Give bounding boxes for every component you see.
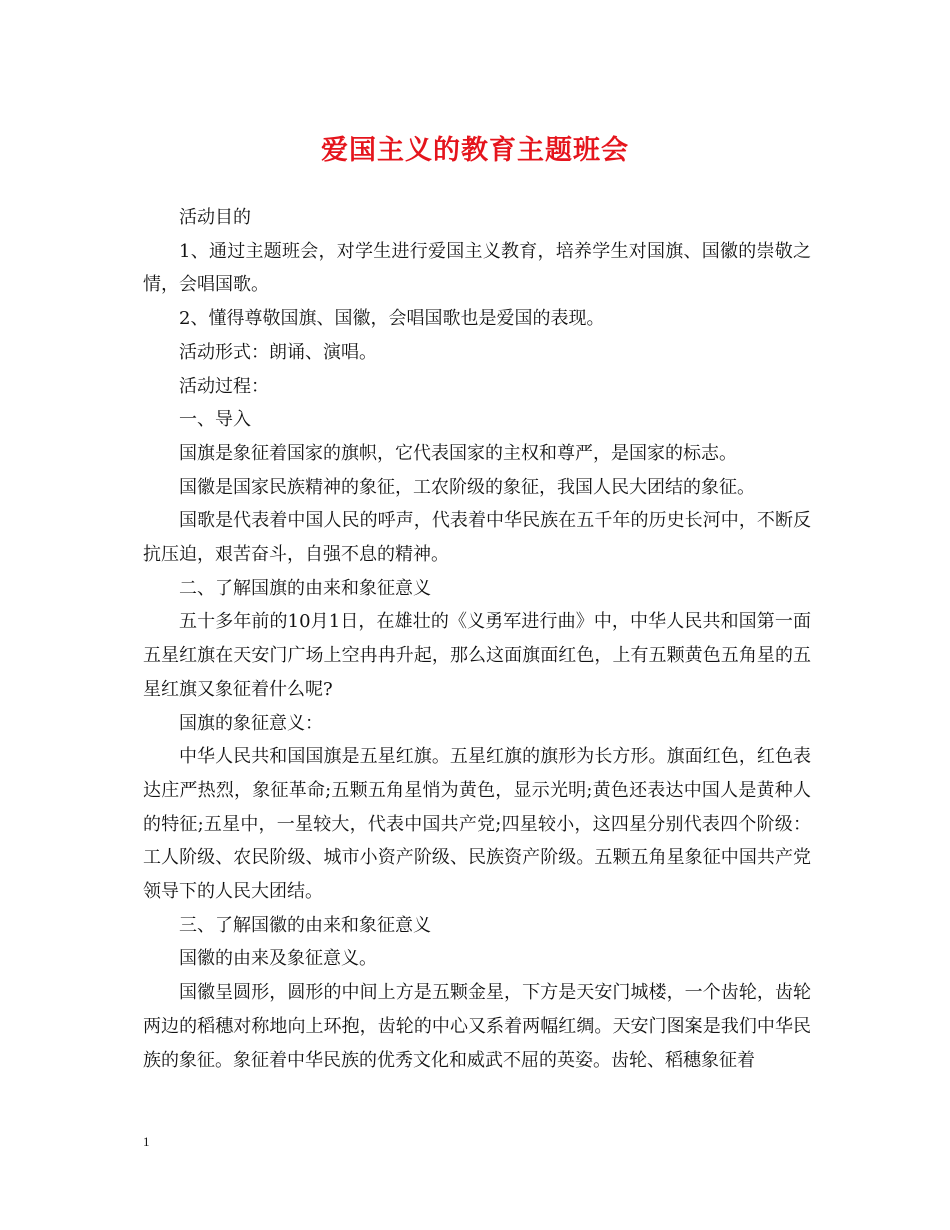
document-body xyxy=(143,201,811,1077)
paragraph: 活动过程： xyxy=(179,375,269,397)
paragraph: 2、懂得尊敬国旗、国徽，会唱国歌也是爱国的表现。 xyxy=(179,308,605,330)
section-heading: 三、了解国徽的由来和象征意义 xyxy=(179,914,431,936)
section-heading: 二、了解国旗的由来和象征意义 xyxy=(179,577,431,599)
paragraph: 国徽的由来及象征意义。 xyxy=(179,948,377,970)
page-number: 1 xyxy=(143,1134,150,1149)
paragraph: 中华人民共和国国旗是五星红旗。五星红旗的旗形为长方形。旗面红色，红色表达庄严热烈，象征革命;五颗五角星悄为黄色，显示光明;黄色还表达中国人是黄种人的特征;五星中，一星较大，代表中国共产党;四星较小，这四星分别代表四个阶级：工人阶级、农民阶级、城市小资产阶级、民族资产阶级。五颗五角星象征中国共产党领导下的人民大团结。 xyxy=(143,746,811,903)
paragraph: 国徽是国家民族精神的象征，工农阶级的象征，我国人民大团结的象征。 xyxy=(179,476,755,498)
paragraph: 国歌是代表着中国人民的呼声，代表着中华民族在五千年的历史长河中，不断反抗压迫，艰苦奋斗，自强不息的精神。 xyxy=(143,510,811,566)
paragraph: 1、通过主题班会，对学生进行爱国主义教育，培养学生对国旗、国徽的崇敬之情，会唱国歌。 xyxy=(143,240,811,296)
document-title: 爱国主义的教育主题班会 xyxy=(321,135,629,166)
paragraph: 活动形式：朗诵、演唱。 xyxy=(179,341,377,363)
paragraph: 活动目的 xyxy=(179,207,251,228)
paragraph: 五十多年前的10月1日，在雄壮的《义勇军进行曲》中，中华人民共和国第一面五星红旗在天安门广场上空冉冉升起，那么这面旗面红色，上有五颗黄色五角星的五星红旗又象征着什么呢? xyxy=(143,611,811,700)
paragraph: 国徽呈圆形，圆形的中间上方是五颗金星，下方是天安门城楼，一个齿轮，齿轮两边的稻穗对称地向上环抱，齿轮的中心又系着两幅红绸。天安门图案是我们中华民族的象征。象征着中华民族的优秀文化和威武不屈的英姿。齿轮、稻穗象征着 xyxy=(143,982,811,1071)
paragraph: 国旗的象征意义： xyxy=(179,712,323,734)
section-heading: 一、导入 xyxy=(179,409,251,431)
paragraph: 国旗是象征着国家的旗帜，它代表国家的主权和尊严，是国家的标志。 xyxy=(179,442,737,464)
